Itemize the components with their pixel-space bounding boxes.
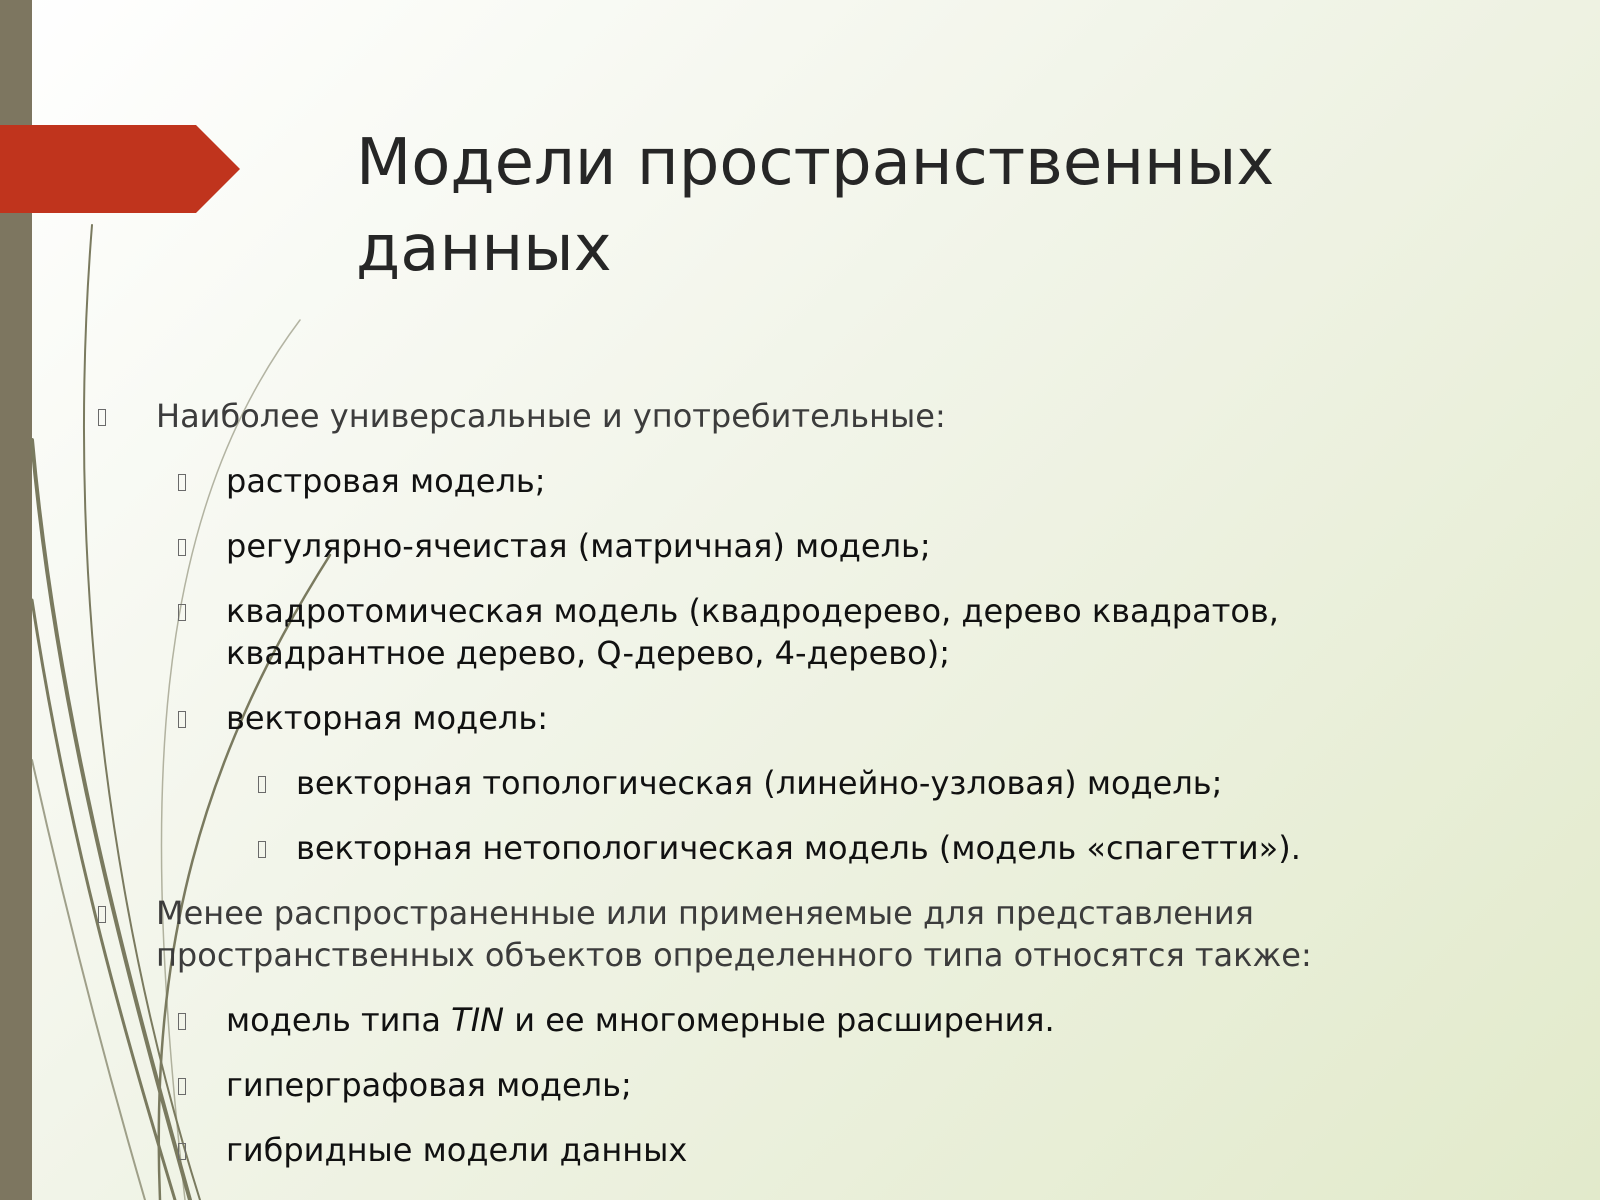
list-item-text-line-1: Менее распространенные или применяемые для представления <box>156 894 1254 932</box>
bullet-icon <box>98 906 106 923</box>
list-item-text: векторная топологическая (линейно-узловая) модель; <box>296 764 1223 802</box>
list-item-text: растровая модель; <box>226 462 546 500</box>
list-item-text-line-2: квадрантное дерево, Q-дерево, 4-дерево); <box>226 634 950 672</box>
bullet-icon <box>258 841 266 858</box>
list-item-text: векторная нетопологическая модель (модель «спагетти»). <box>296 829 1301 867</box>
list-item-text-line-1: квадротомическая модель (квадродерево, дерево квадратов, <box>226 592 1279 630</box>
bullet-icon <box>98 409 106 426</box>
list-item-text: регулярно-ячеистая (матричная) модель; <box>226 527 931 565</box>
bullet-icon <box>178 539 186 556</box>
title-line-2: данных <box>356 212 612 286</box>
list-item-text-prefix: модель типа <box>226 1001 452 1039</box>
list-item-text: гиперграфовая модель; <box>226 1066 632 1104</box>
bullet-icon <box>178 1143 186 1160</box>
list-item-text: Наиболее универсальные и употребительные: <box>156 397 946 435</box>
title-line-1: Модели пространственных <box>356 126 1275 200</box>
list-item-text: векторная модель: <box>226 699 548 737</box>
list-item-text-italic: TIN <box>451 1001 505 1039</box>
list-item-text-line-2: пространственных объектов определенного типа относятся также: <box>156 936 1312 974</box>
bullet-icon <box>178 711 186 728</box>
bullet-icon <box>178 1013 186 1030</box>
list-item-text-suffix: и ее многомерные расширения. <box>504 1001 1055 1039</box>
list-item-text: гибридные модели данных <box>226 1131 688 1169</box>
bullet-icon <box>178 474 186 491</box>
slide-title <box>356 120 1506 292</box>
red-arrow-shape <box>0 125 240 213</box>
bullet-icon <box>258 776 266 793</box>
list-item-text <box>226 999 1055 1041</box>
bullet-icon <box>178 604 186 621</box>
bullet-icon <box>178 1078 186 1095</box>
